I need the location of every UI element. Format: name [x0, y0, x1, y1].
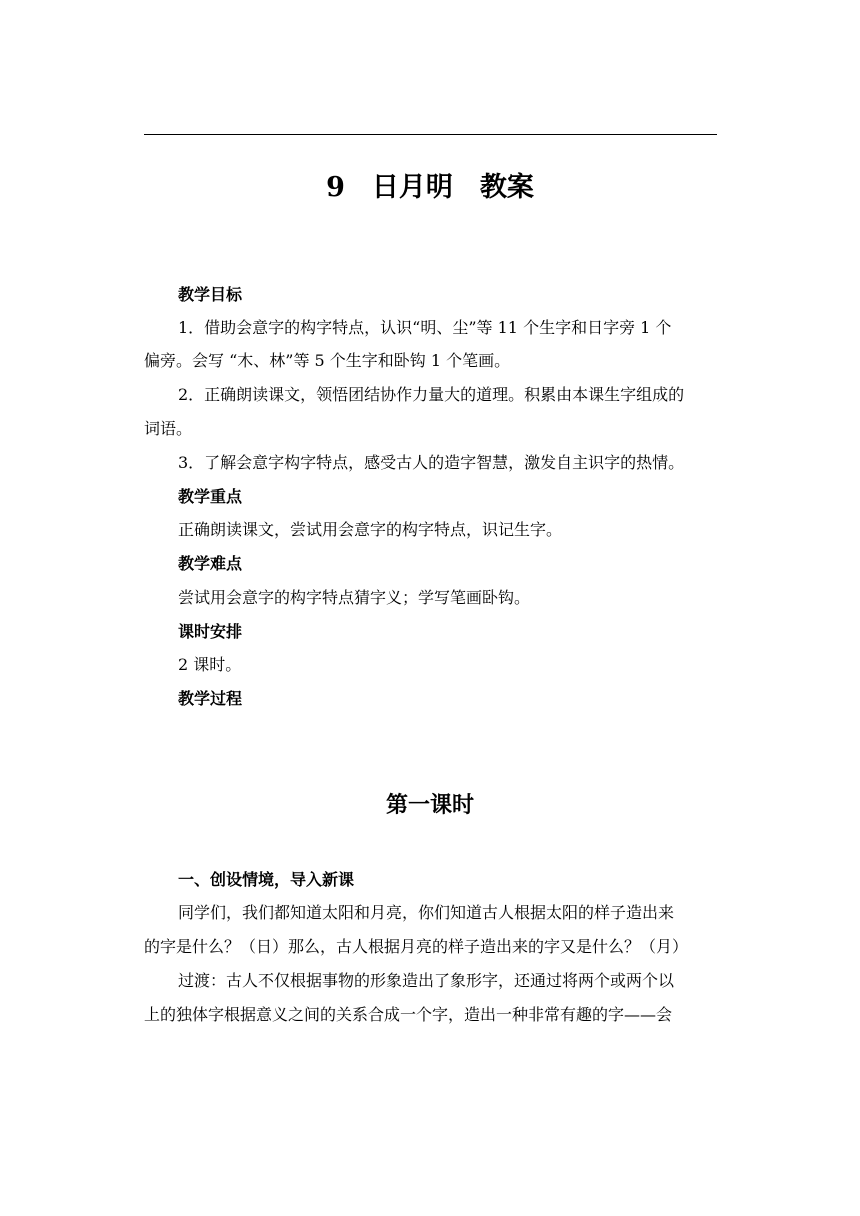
para-2-line-2: 上的独体字根据意义之间的关系合成一个字，造出一种非常有趣的字——会 [144, 1005, 673, 1024]
goals-heading: 教学目标 [178, 285, 243, 304]
goal-3: 3．了解会意字构字特点，感受古人的造字智慧，激发自主识字的热情。 [178, 453, 685, 472]
key-points-heading: 教学重点 [178, 487, 243, 506]
para-2-line-1: 过渡：古人不仅根据事物的形象造出了象形字，还通过将两个或两个以 [178, 971, 675, 990]
header-rule [144, 134, 717, 135]
para-1-line-2: 的字是什么？（日）那么，古人根据月亮的样子造出来的字又是什么？（月） [144, 937, 689, 956]
difficulties-text: 尝试用会意字的构字特点猜字义；学写笔画卧钩。 [178, 588, 531, 607]
goal-1-line-2: 偏旁。会写 “木、林”等 5 个生字和卧钩 1 个笔画。 [144, 351, 511, 370]
goal-2-line-1: 2．正确朗读课文，领悟团结协作力量大的道理。积累由本课生字组成的 [178, 385, 685, 404]
lesson-title: 第一课时 [385, 793, 474, 818]
goal-2-line-2: 词语。 [144, 419, 193, 438]
schedule-text: 2 课时。 [178, 655, 242, 674]
para-1-line-1: 同学们，我们都知道太阳和月亮，你们知道古人根据太阳的样子造出来 [178, 903, 675, 922]
schedule-heading: 课时安排 [178, 622, 243, 641]
process-heading: 教学过程 [178, 689, 243, 708]
page-title: 9 日月明 教案 [326, 172, 534, 203]
section-1-heading: 一、创设情境，导入新课 [178, 870, 355, 889]
goal-1-line-1: 1．借助会意字的构字特点，认识“明、尘”等 11 个生字和日字旁 1 个 [178, 318, 672, 337]
difficulties-heading: 教学难点 [178, 554, 243, 573]
key-points-text: 正确朗读课文，尝试用会意字的构字特点，识记生字。 [178, 520, 563, 539]
